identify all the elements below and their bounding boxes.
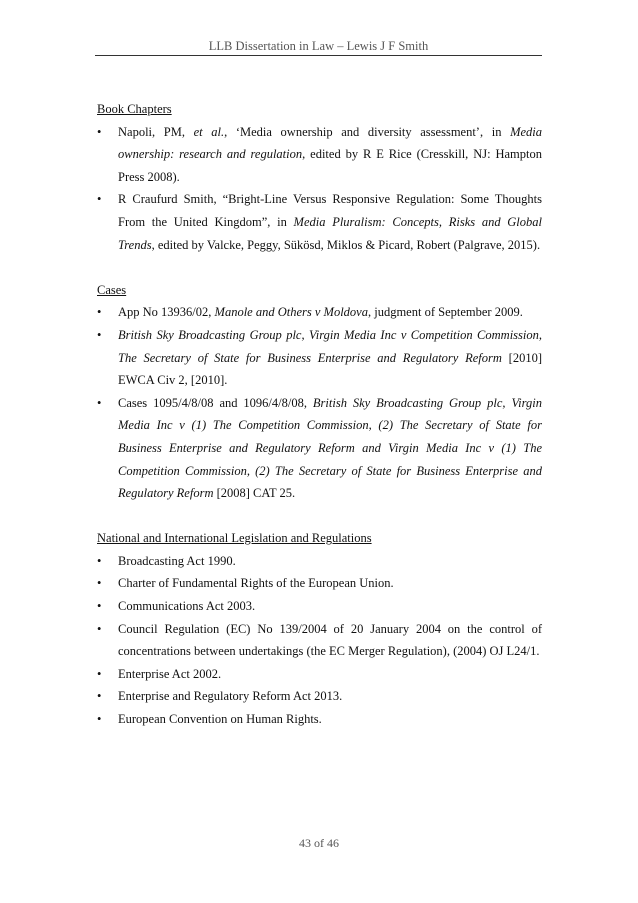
reference-item <box>97 663 542 686</box>
reference-text: [2008] CAT 25. <box>213 486 296 501</box>
reference-item <box>97 550 542 573</box>
reference-italic-text: British Sky Broadcasting Group plc, Virgin Media Inc v Competition Commission, The Secretary of State for Business Enterprise and Regulatory Reform <box>118 327 542 365</box>
reference-item <box>97 121 542 189</box>
bullet-icon: • <box>97 712 102 727</box>
reference-italic-text: Manole and Others v Moldova <box>214 305 368 320</box>
reference-item <box>97 685 542 708</box>
reference-text: , judgment of September 2009. <box>367 305 523 320</box>
reference-text: Council Regulation (EC) No 139/2004 of 20 January 2004 on the control of concentrations between undertakings (the EC Merger Regulation), (2004) OJ L24/1. <box>118 621 542 659</box>
section-title: Book Chapters <box>97 102 172 116</box>
bullet-icon: • <box>97 327 102 342</box>
bullet-icon: • <box>97 395 102 410</box>
reference-item <box>97 392 542 505</box>
bibliography-section <box>97 527 542 730</box>
bibliography-section <box>97 98 542 256</box>
bullet-icon: • <box>97 305 102 320</box>
reference-item <box>97 595 542 618</box>
reference-text: Enterprise Act 2002. <box>118 666 222 681</box>
page-number: 43 of 46 <box>299 836 339 850</box>
reference-text: , edited by Valcke, Peggy, Sükösd, Miklos & Picard, Robert (Palgrave, 2015). <box>151 237 541 252</box>
reference-text: [2010] EWCA Civ 2, [2010]. <box>118 350 542 388</box>
bullet-icon: • <box>97 666 102 681</box>
reference-italic-text: British Sky Broadcasting Group plc, Virgin Media Inc v (1) The Competition Commission, (2) The Secretary of State for Business Enterprise and Regulatory Reform and Virgin Media Inc v (1) The Competition Commission, (2) The Secretary of State for Business Enterprise and Regulatory Reform <box>118 395 542 501</box>
reference-item <box>97 708 542 731</box>
bullet-icon: • <box>97 553 102 568</box>
reference-text: Broadcasting Act 1990. <box>118 553 236 568</box>
reference-text: Enterprise and Regulatory Reform Act 2013. <box>118 689 343 704</box>
reference-text: , ‘Media ownership and diversity assessment’, in <box>224 124 511 139</box>
reference-text: App No 13936/02, <box>118 305 215 320</box>
reference-list <box>97 550 542 731</box>
reference-item <box>97 618 542 663</box>
reference-text: Charter of Fundamental Rights of the European Union. <box>118 576 394 591</box>
reference-text: Napoli, PM, <box>118 124 194 139</box>
reference-text: R Craufurd Smith, “Bright-Line Versus Responsive Regulation: Some Thoughts From the United Kingdom”, in <box>118 192 542 229</box>
bullet-icon: • <box>97 124 102 139</box>
bullet-icon: • <box>97 576 102 591</box>
reference-text: Cases 1095/4/8/08 and 1096/4/8/08, <box>118 395 313 410</box>
reference-list <box>97 301 542 504</box>
bullet-icon: • <box>97 621 102 636</box>
section-title: Cases <box>97 282 127 297</box>
reference-list <box>97 121 542 257</box>
reference-item <box>97 572 542 595</box>
bibliography-section <box>97 279 542 505</box>
reference-text: , edited by R E Rice (Cresskill, NJ: Hampton Press 2008). <box>118 147 542 184</box>
reference-item <box>97 324 542 392</box>
reference-italic-text: Media Pluralism: Concepts, Risks and Global Trends <box>118 214 542 252</box>
header-rule <box>95 55 542 56</box>
bullet-icon: • <box>97 689 102 704</box>
page-header: LLB Dissertation in Law – Lewis J F Smith <box>208 39 429 53</box>
reference-text: European Convention on Human Rights. <box>118 712 322 727</box>
bullet-icon: • <box>97 599 102 614</box>
reference-text: Communications Act 2003. <box>118 599 256 614</box>
reference-italic-text: Media ownership: research and regulation <box>118 124 542 162</box>
reference-item <box>97 188 542 256</box>
bullet-icon: • <box>97 192 102 207</box>
section-title: National and International Legislation and Regulations <box>97 531 372 546</box>
reference-item <box>97 301 542 324</box>
reference-italic-text: et al. <box>193 124 225 139</box>
bibliography-content <box>97 98 542 753</box>
